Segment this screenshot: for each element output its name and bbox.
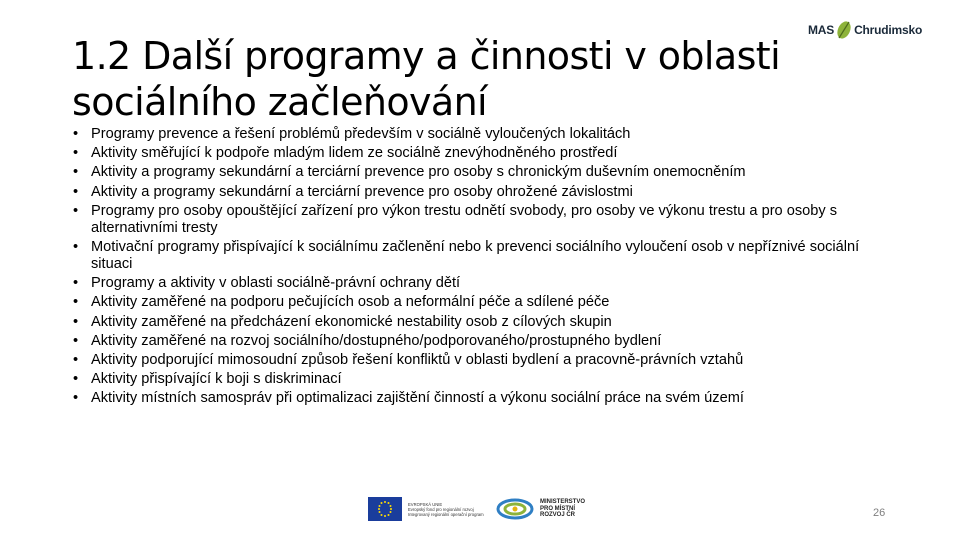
ministry-text (540, 499, 600, 519)
mas-chrudimsko-logo (808, 18, 922, 42)
slide-title: 1.2 Další programy a činnosti v oblasti sociálního začleňování (72, 34, 781, 124)
logo-text-mas: MAS (808, 23, 835, 37)
list-item: • Aktivity směřující k podpoře mladým lidem ze sociálně znevýhodněného prostředí (73, 145, 883, 162)
list-item: • Aktivity a programy sekundární a terciární prevence pro osoby s chronickým duševním onemocněním (73, 164, 883, 181)
eu-flag-icon (368, 497, 402, 521)
list-item: • Programy pro osoby opouštějící zařízení pro výkon trestu odnětí svobody, pro osoby ve výkonu trestu a pro osoby s alternativními tresty (73, 203, 883, 237)
list-item: • Aktivity podporující mimosoudní způsob řešení konfliktů v oblasti bydlení a pracovně-právních vztahů (73, 352, 883, 369)
leaf-icon (836, 20, 852, 40)
list-item: • Motivační programy přispívající k sociálnímu začlenění nebo k prevenci sociálního vyloučení osob v nepříznivé sociální situaci (73, 239, 883, 273)
list-item: • Aktivity zaměřené na předcházení ekonomické nestability osob z cílových skupin (73, 314, 883, 331)
eu-text-line: EVROPSKÁ UNIE (408, 501, 443, 507)
page-number: 26 (873, 507, 886, 519)
list-item: • Aktivity a programy sekundární a terciární prevence pro osoby ohrožené závislostmi (73, 184, 883, 201)
eu-text-line: Integrovaný regionální operační program (408, 511, 484, 517)
eu-program-text (408, 502, 490, 517)
list-item: • Aktivity zaměřené na rozvoj sociálního/dostupného/podporovaného/prostupného bydlení (73, 333, 883, 350)
logo-text-chrudimsko: Chrudimsko (854, 23, 923, 37)
list-item: • Aktivity zaměřené na podporu pečujících osob a neformální péče a sdílené péče (73, 294, 883, 311)
bullet-list (73, 126, 883, 409)
list-item: • Aktivity místních samospráv při optimalizaci zajištění činností a výkonu sociální práce na svém území (73, 390, 883, 407)
eu-text-line: Evropský fond pro regionální rozvoj (408, 506, 474, 512)
list-item: • Programy a aktivity v oblasti sociálně-právní ochrany dětí (73, 275, 883, 292)
list-item: • Aktivity přispívající k boji s diskriminací (73, 371, 883, 388)
list-item: • Programy prevence a řešení problémů především v sociálně vyloučených lokalitách (73, 126, 883, 143)
footer-logos (368, 494, 600, 524)
ministry-text-line: PRO MÍSTNÍ (540, 505, 576, 512)
ministry-text-line: MINISTERSTVO (540, 499, 586, 506)
ministry-emblem-icon (496, 496, 534, 522)
ministry-text-line: ROZVOJ ČR (540, 512, 576, 519)
